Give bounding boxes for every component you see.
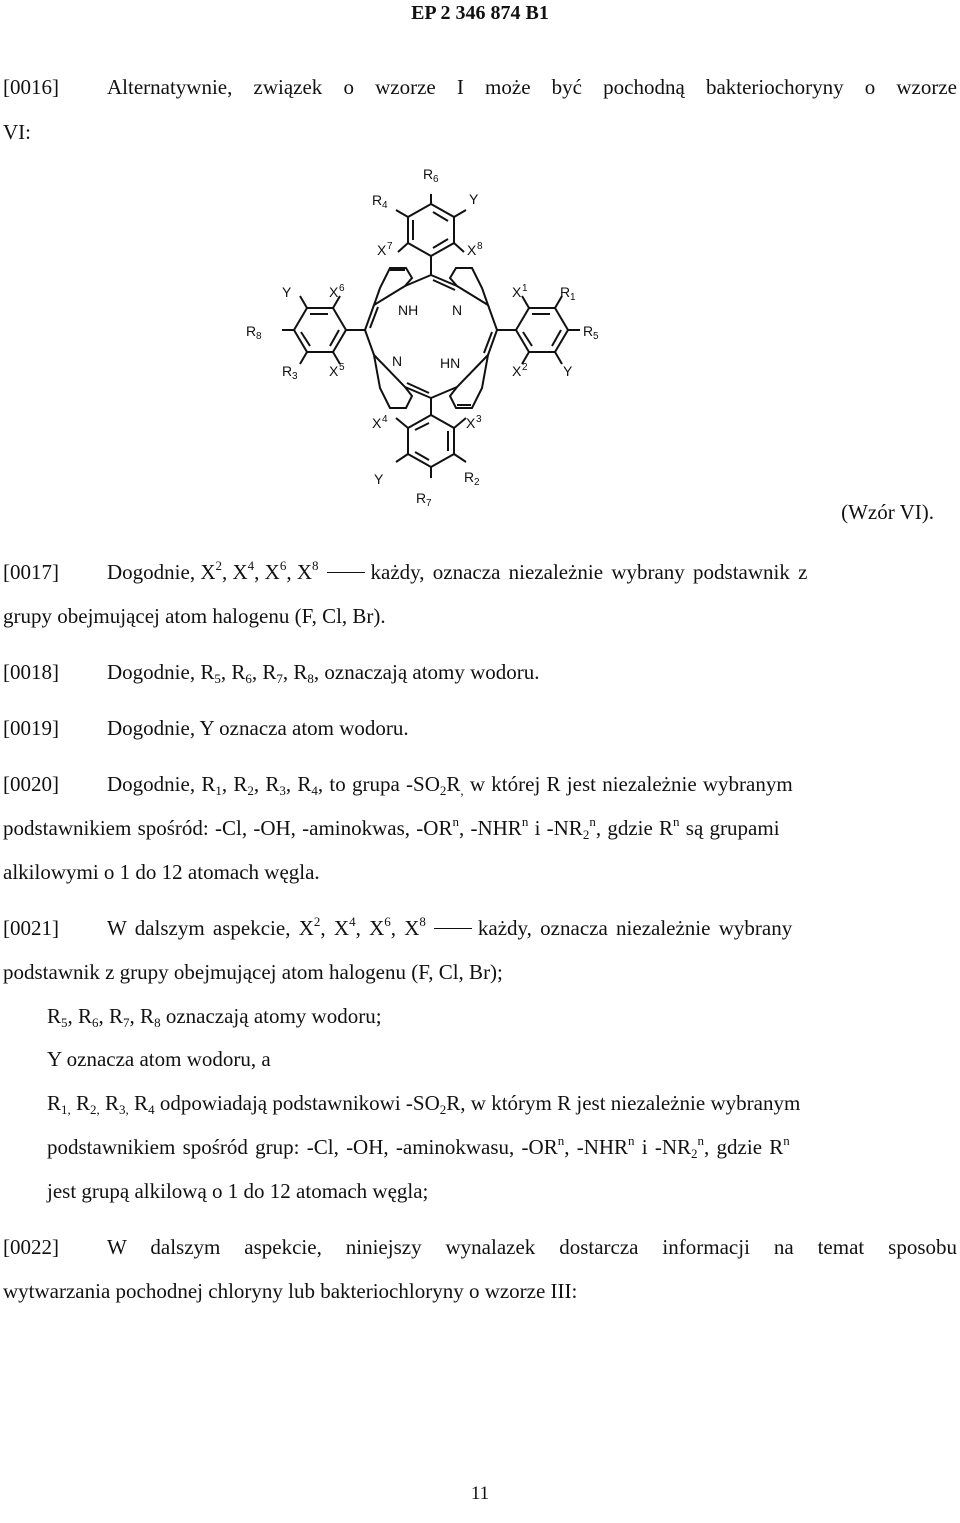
paragraph-text-line-3: alkilowymi o 1 do 12 atomach węgla.	[3, 860, 320, 884]
svg-text:X: X	[466, 415, 476, 431]
svg-text:X: X	[329, 363, 339, 379]
paragraph-text-line-2: podstawnikiem spośród: -Cl, -OH, -aminokwas, $-OR^n$, -NHR$^n$ i $-NR_2^n$, gdzie $R^n$ są grupami	[3, 814, 780, 842]
paragraph-text: W dalszym aspekcie, niniejszy wynalazek dostarcza informacji na temat sposobu	[107, 1235, 957, 1259]
svg-text:Y: Y	[282, 284, 292, 300]
svg-text:4: 4	[382, 200, 388, 211]
paragraph-number: [0022]	[3, 1235, 59, 1259]
svg-text:2: 2	[474, 477, 480, 488]
svg-text:5: 5	[339, 362, 345, 373]
patent-number-header: EP 2 346 874 B1	[411, 2, 549, 24]
svg-text:X: X	[377, 242, 387, 258]
paragraph-number: [0018]	[3, 660, 59, 684]
paragraph-number: [0017]	[3, 560, 59, 584]
svg-text:3: 3	[476, 414, 482, 425]
svg-text:R: R	[464, 469, 475, 485]
svg-text:3: 3	[292, 371, 298, 382]
svg-text:N: N	[452, 302, 463, 318]
paragraph-text: Alternatywnie, związek o wzorze I może być pochodną bakteriochoryny o wzorze	[107, 75, 957, 99]
svg-text:8: 8	[256, 331, 262, 342]
svg-text:NH: NH	[398, 302, 419, 318]
paragraph-text: W dalszym aspekcie, $X^2$, $X^4$, $X^6$, $X^8$ każdy, oznacza niezależnie wybrany	[107, 914, 793, 940]
item-r1-r4-line-3: jest grupą alkilową o 1 do 12 atomach węgla;	[47, 1179, 429, 1203]
svg-text:4: 4	[382, 414, 388, 425]
svg-text:X: X	[372, 415, 382, 431]
formula-caption: (Wzór VI).	[841, 500, 934, 524]
svg-text:R: R	[416, 490, 427, 506]
paragraph-text-continuation: wytwarzania pochodnej chloryny lub bakteriochloryny o wzorze III:	[3, 1279, 578, 1303]
item-r1-r4: $R_{1,}$ $R_{2,}$ $R_{3,}$ $R_4$ odpowiadają podstawnikowi $-SO_2R$, w którym R jest niezależnie wybranym	[47, 1091, 801, 1117]
paragraph-number: [0016]	[3, 75, 59, 99]
svg-text:7: 7	[387, 241, 393, 252]
svg-text:R: R	[246, 323, 257, 339]
svg-text:1: 1	[570, 292, 576, 303]
chemical-structure-formula-vi	[240, 160, 620, 520]
paragraph-number: [0019]	[3, 716, 59, 740]
paragraph-text: Dogodnie, $X^2$, $X^4$, $X^6$, $X^8$ każdy, oznacza niezależnie wybrany podstawnik z	[107, 558, 808, 584]
svg-text:R: R	[282, 363, 293, 379]
svg-text:R: R	[560, 284, 571, 300]
paragraph-text-continuation: VI:	[3, 120, 31, 144]
paragraph-number: [0021]	[3, 916, 59, 940]
svg-text:R: R	[423, 166, 434, 182]
svg-text:X: X	[512, 284, 522, 300]
svg-text:1: 1	[522, 283, 528, 294]
svg-text:R: R	[583, 323, 594, 339]
item-r1-r4-line-2: podstawnikiem spośród grup: -Cl, -OH, -aminokwasu, $-OR^n$, -NHR$^n$ i $-NR_2^n$, gdzie $R^n$	[47, 1133, 790, 1161]
paragraph-text: Dogodnie, Y oznacza atom wodoru.	[107, 716, 409, 740]
svg-text:8: 8	[477, 241, 483, 252]
paragraph-text: Dogodnie, $R_1$, $R_2$, $R_3$, $R_4$, to grupa $-SO_2R_,$ w której R jest niezależnie wybranym	[107, 772, 793, 798]
paragraph-text: Dogodnie, $R_5$, $R_6$, $R_7$, $R_8$, oznaczają atomy wodoru.	[107, 660, 540, 686]
item-y: Y oznacza atom wodoru, a	[47, 1047, 271, 1071]
item-r5-r8: $R_5$, $R_6$, $R_7$, $R_8$ oznaczają atomy wodoru;	[47, 1004, 382, 1030]
benzene-ring-top	[408, 204, 454, 256]
em-dash	[434, 928, 472, 929]
svg-text:6: 6	[433, 174, 439, 185]
em-dash	[327, 572, 365, 573]
svg-text:7: 7	[426, 498, 432, 509]
svg-text:HN: HN	[440, 355, 461, 371]
svg-text:X: X	[329, 284, 339, 300]
svg-text:N: N	[392, 353, 403, 369]
svg-text:Y: Y	[469, 191, 479, 207]
svg-text:R: R	[372, 192, 383, 208]
svg-text:X: X	[512, 363, 522, 379]
paragraph-number: [0020]	[3, 772, 59, 796]
paragraph-text-line-2: podstawnik z grupy obejmującej atom halogenu (F, Cl, Br);	[3, 960, 503, 984]
svg-text:6: 6	[339, 283, 345, 294]
svg-text:2: 2	[522, 362, 528, 373]
svg-text:5: 5	[593, 331, 599, 342]
svg-text:X: X	[467, 242, 477, 258]
svg-text:Y: Y	[374, 471, 384, 487]
paragraph-text-continuation: grupy obejmującej atom halogenu (F, Cl, Br).	[3, 604, 386, 628]
page-number: 11	[470, 1483, 490, 1504]
svg-text:Y: Y	[563, 363, 573, 379]
